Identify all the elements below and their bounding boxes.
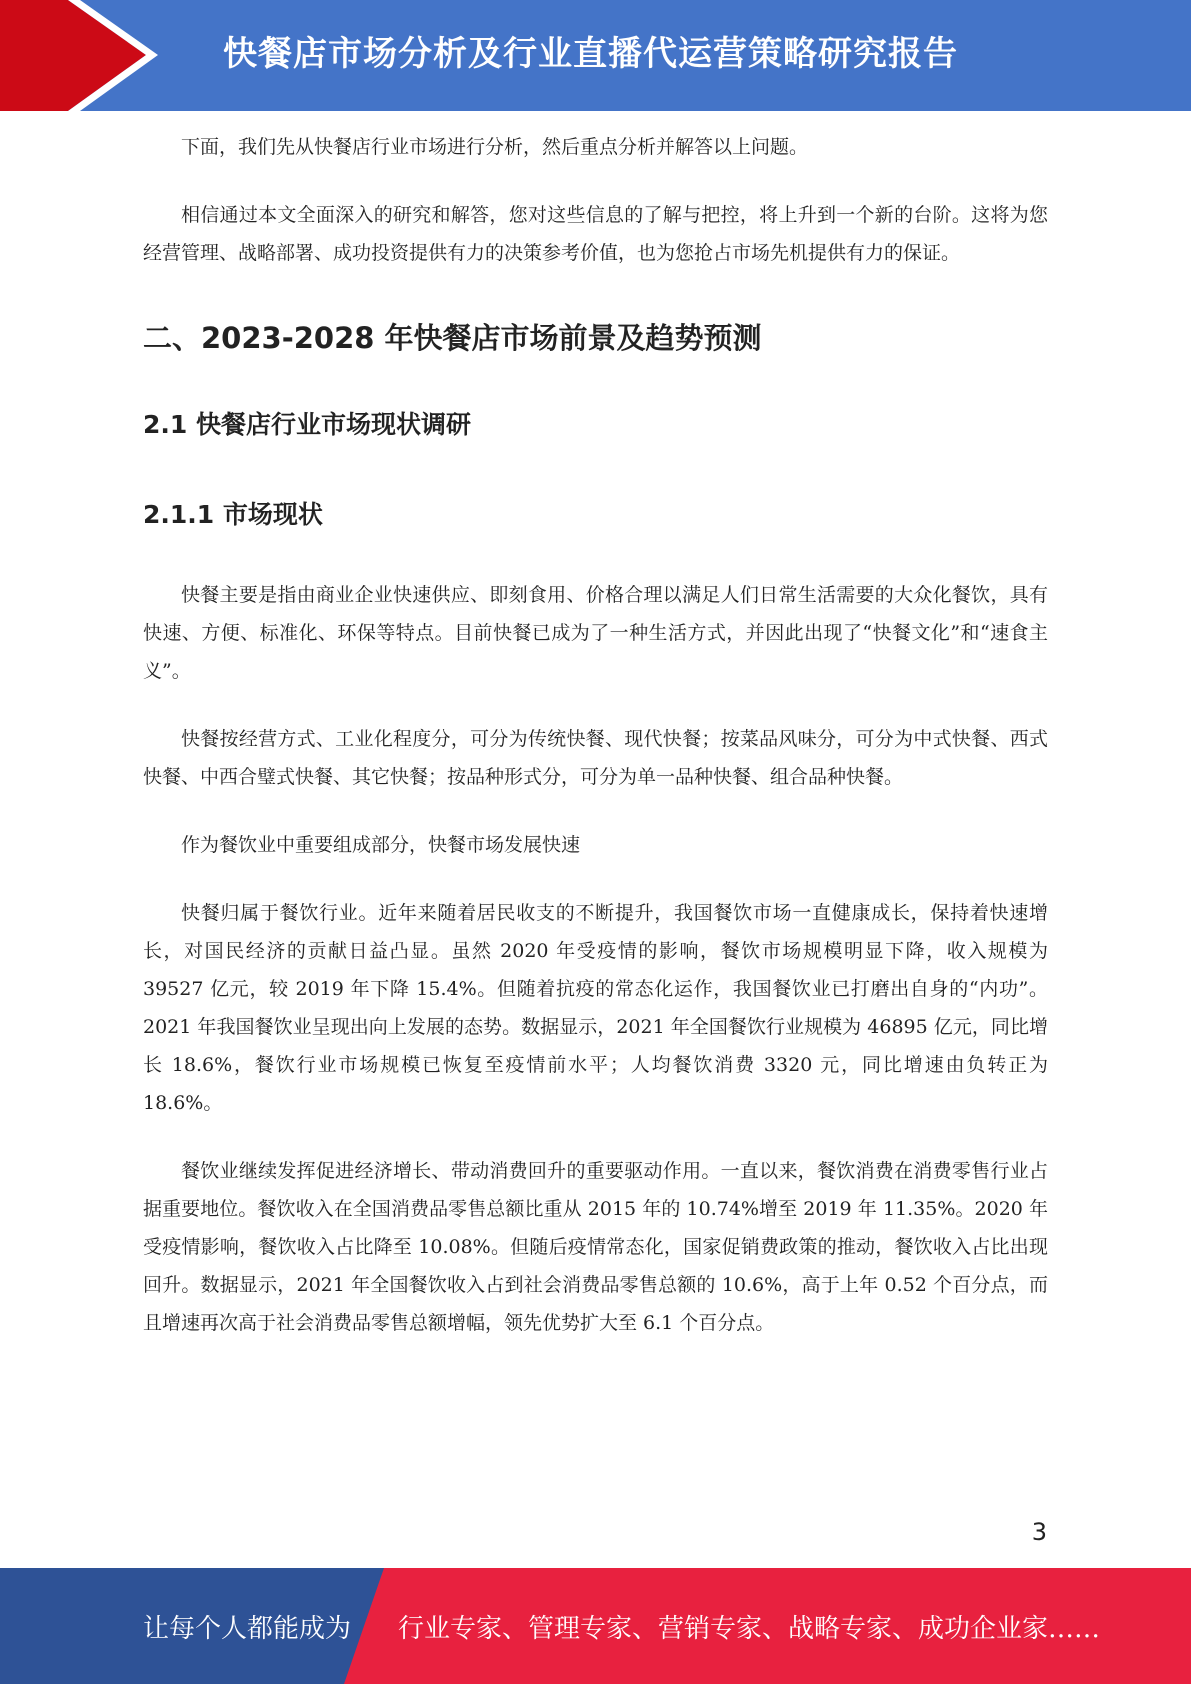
paragraph-consumption-share: 餐饮业继续发挥促进经济增长、带动消费回升的重要驱动作用。一直以来，餐饮消费在消费零售行业占据重要地位。餐饮收入在全国消费品零售总额比重从 2015 年的 10.74%增至 2019 年 11.35%。2020 年受疫情影响，餐饮收入占比降至 10.08%。但随后疫情常态化，国家促销费政策的推动，餐饮收入占比出现回升。数据显示，2021 年全国餐饮收入占到社会消费品零售总额的 10.6%，高于上年 0.52 个百分点，而且增速再次高于社会消费品零售总额增幅，领先优势扩大至 6.1 个百分点。 [143,1160,1048,1334]
paragraph-classification: 快餐按经营方式、工业化程度分，可分为传统快餐、现代快餐；按菜品风味分，可分为中式快餐、西式快餐、中西合璧式快餐、其它快餐；按品种形式分，可分为单一品种快餐、组合品种快餐。 [143,728,1048,788]
page-number: 3 [1031,1518,1047,1546]
document-body [143,128,1048,1372]
intro-paragraph-2: 相信通过本文全面深入的研究和解答，您对这些信息的了解与把控，将上升到一个新的台阶。这将为您经营管理、战略部署、成功投资提供有力的决策参考价值，也为您抢占市场先机提供有力的保证。 [143,204,1048,264]
page-header [0,0,1191,111]
page-footer [0,1568,1191,1684]
header-title: 快餐店市场分析及行业直播代运营策略研究报告 [223,34,958,74]
section-heading: 二、2023-2028 年快餐店市场前景及趋势预测 [143,321,762,355]
paragraph-market-scale: 快餐归属于餐饮行业。近年来随着居民收支的不断提升，我国餐饮市场一直健康成长，保持着快速增长，对国民经济的贡献日益凸显。虽然 2020 年受疫情的影响，餐饮市场规模明显下降，收入规模为 39527 亿元，较 2019 年下降 15.4%。但随着抗疫的常态化运作，我国餐饮业已打磨出自身的“内功”。2021 年我国餐饮业呈现出向上发展的态势。数据显示，2021 年全国餐饮行业规模为 46895 亿元，同比增长 18.6%，餐饮行业市场规模已恢复至疫情前水平；人均餐饮消费 3320 元，同比增速由负转正为 18.6%。 [143,902,1048,1114]
header-red-chevron [0,0,146,111]
paragraph-definition: 快餐主要是指由商业企业快速供应、即刻食用、价格合理以满足人们日常生活需要的大众化餐饮，具有快速、方便、标准化、环保等特点。目前快餐已成为了一种生活方式，并因此出现了“快餐文化”和“速食主义”。 [143,584,1048,682]
subsection-heading: 2.1 快餐店行业市场现状调研 [143,410,471,439]
subsubsection-heading: 2.1.1 市场现状 [143,500,323,529]
intro-paragraph-1: 下面，我们先从快餐店行业市场进行分析，然后重点分析并解答以上问题。 [181,136,809,158]
footer-slogan-right: 行业专家、管理专家、营销专家、战略专家、成功企业家…… [398,1614,1101,1644]
paragraph-development: 作为餐饮业中重要组成部分，快餐市场发展快速 [181,834,581,856]
footer-slogan-left: 让每个人都能成为 [143,1614,352,1644]
